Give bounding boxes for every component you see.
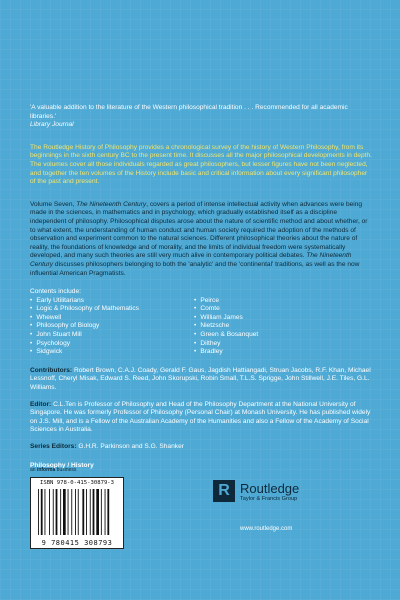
barcode-digits: 9 780415 308793 bbox=[41, 539, 113, 547]
contents-item: • Peirce bbox=[194, 297, 258, 306]
contents-title: Contents include: bbox=[30, 288, 81, 296]
contents-column-1 bbox=[30, 297, 180, 357]
isbn-barcode bbox=[30, 477, 124, 549]
publisher-group: Taylor & Francis Group bbox=[240, 496, 298, 502]
contents-item: • William James bbox=[194, 314, 258, 323]
publisher-name: Routledge bbox=[240, 481, 300, 496]
barcode-icon bbox=[37, 489, 117, 535]
contents-list bbox=[30, 297, 374, 357]
contents-column-2 bbox=[194, 297, 258, 357]
quote-source: Library Journal bbox=[30, 121, 74, 129]
contents-item: • Sidgwick bbox=[30, 348, 180, 357]
contents-item: • Philosophy of Biology bbox=[30, 322, 180, 331]
contents-item: • Logic & Philosophy of Mathematics bbox=[30, 305, 180, 314]
contents-item: • Psychology bbox=[30, 340, 180, 349]
subject-category: Philosophy / History bbox=[30, 461, 94, 469]
series-editors: Series Editors: G.H.R. Parkinson and S.G. Shanker bbox=[30, 443, 184, 450]
series-intro: The Routledge History of Philosophy provides a chronological survey of the history of Western Philosophy, from its beginnings in the sixth century BC to the present time. It discusses all the major philosophical developments in depth. The volumes cover all those individuals regarded as great philosophers, but lesser figures have not been neglected, and together the ten volumes of the History include basic and critical information about every significant philosopher of the past and present. bbox=[30, 143, 372, 186]
contents-item: • Comte bbox=[194, 305, 258, 314]
contents-item: • Bradley bbox=[194, 348, 258, 357]
informa-tag: an informa business bbox=[30, 467, 77, 473]
contents-item: • John Stuart Mill bbox=[30, 331, 180, 340]
publisher-logo bbox=[213, 480, 373, 520]
volume-description: Volume Seven, The Nineteenth Century, covers a period of intense intellectual activity when advances were being made in the sciences, in mathematics and in psychology, which gradually established itself as a discipline independent of philosophy. Philosophical disputes arose about the nature of scientific method and about whether, or to what extent, the understanding of human conduct and human society required the adoption of the methods of observation and experiment common to the natural sciences. Different philosophical theories about the nature of reality, the foundations of knowledge and of morality, and the limits of individual freedom were systematically developed, and many such theories are still very much alive in contemporary political debates. The Nineteenth Century discusses philosophers belonging to both the 'analytic' and the 'continental' traditions, as well as the now influential American Pragmatists. bbox=[30, 200, 368, 277]
contents-item: • Green & Bosanquet bbox=[194, 331, 258, 340]
contents-item: • Whewell bbox=[30, 314, 180, 323]
contents-item: • Dilthey bbox=[194, 340, 258, 349]
back-cover-text bbox=[30, 104, 374, 470]
routledge-r-icon: R bbox=[213, 480, 235, 502]
publisher-website: www.routledge.com bbox=[240, 526, 293, 532]
contents-item: • Nietzsche bbox=[194, 322, 258, 331]
editor-bio: Editor: C.L.Ten is Professor of Philosophy and Head of the Philosophy Department at the National University of Singapore. He was formerly Professor of Philosophy (Personal Chair) at Monash University. He has published widely on J.S. Mill, and is a Fellow of the Australian Academy of the Humanities and also a Fellow of the Academy of Social Sciences in Australia. bbox=[30, 400, 371, 434]
review-quote bbox=[30, 104, 374, 130]
contributors: Contributors: Robert Brown, C.A.J. Coady, Gerald F. Gaus, Jagdish Hattiangadi, Struan Jacobs, R.F. Khan, Michael Lessnoff, Cheryl Misak, Edward S. Reed, John Skorupski, Robin Small, T.L.S. Sprigge, John Stillwell, J.E. Tiles, G.L. Williams. bbox=[30, 366, 371, 392]
quote-text: 'A valuable addition to the literature of the Western philosophical tradition . . . Recommended for all academic libraries.' bbox=[30, 104, 348, 120]
contents-item: • Early Utilitarians bbox=[30, 297, 180, 306]
isbn-number: ISBN 978-0-415-30879-3 bbox=[39, 480, 115, 486]
